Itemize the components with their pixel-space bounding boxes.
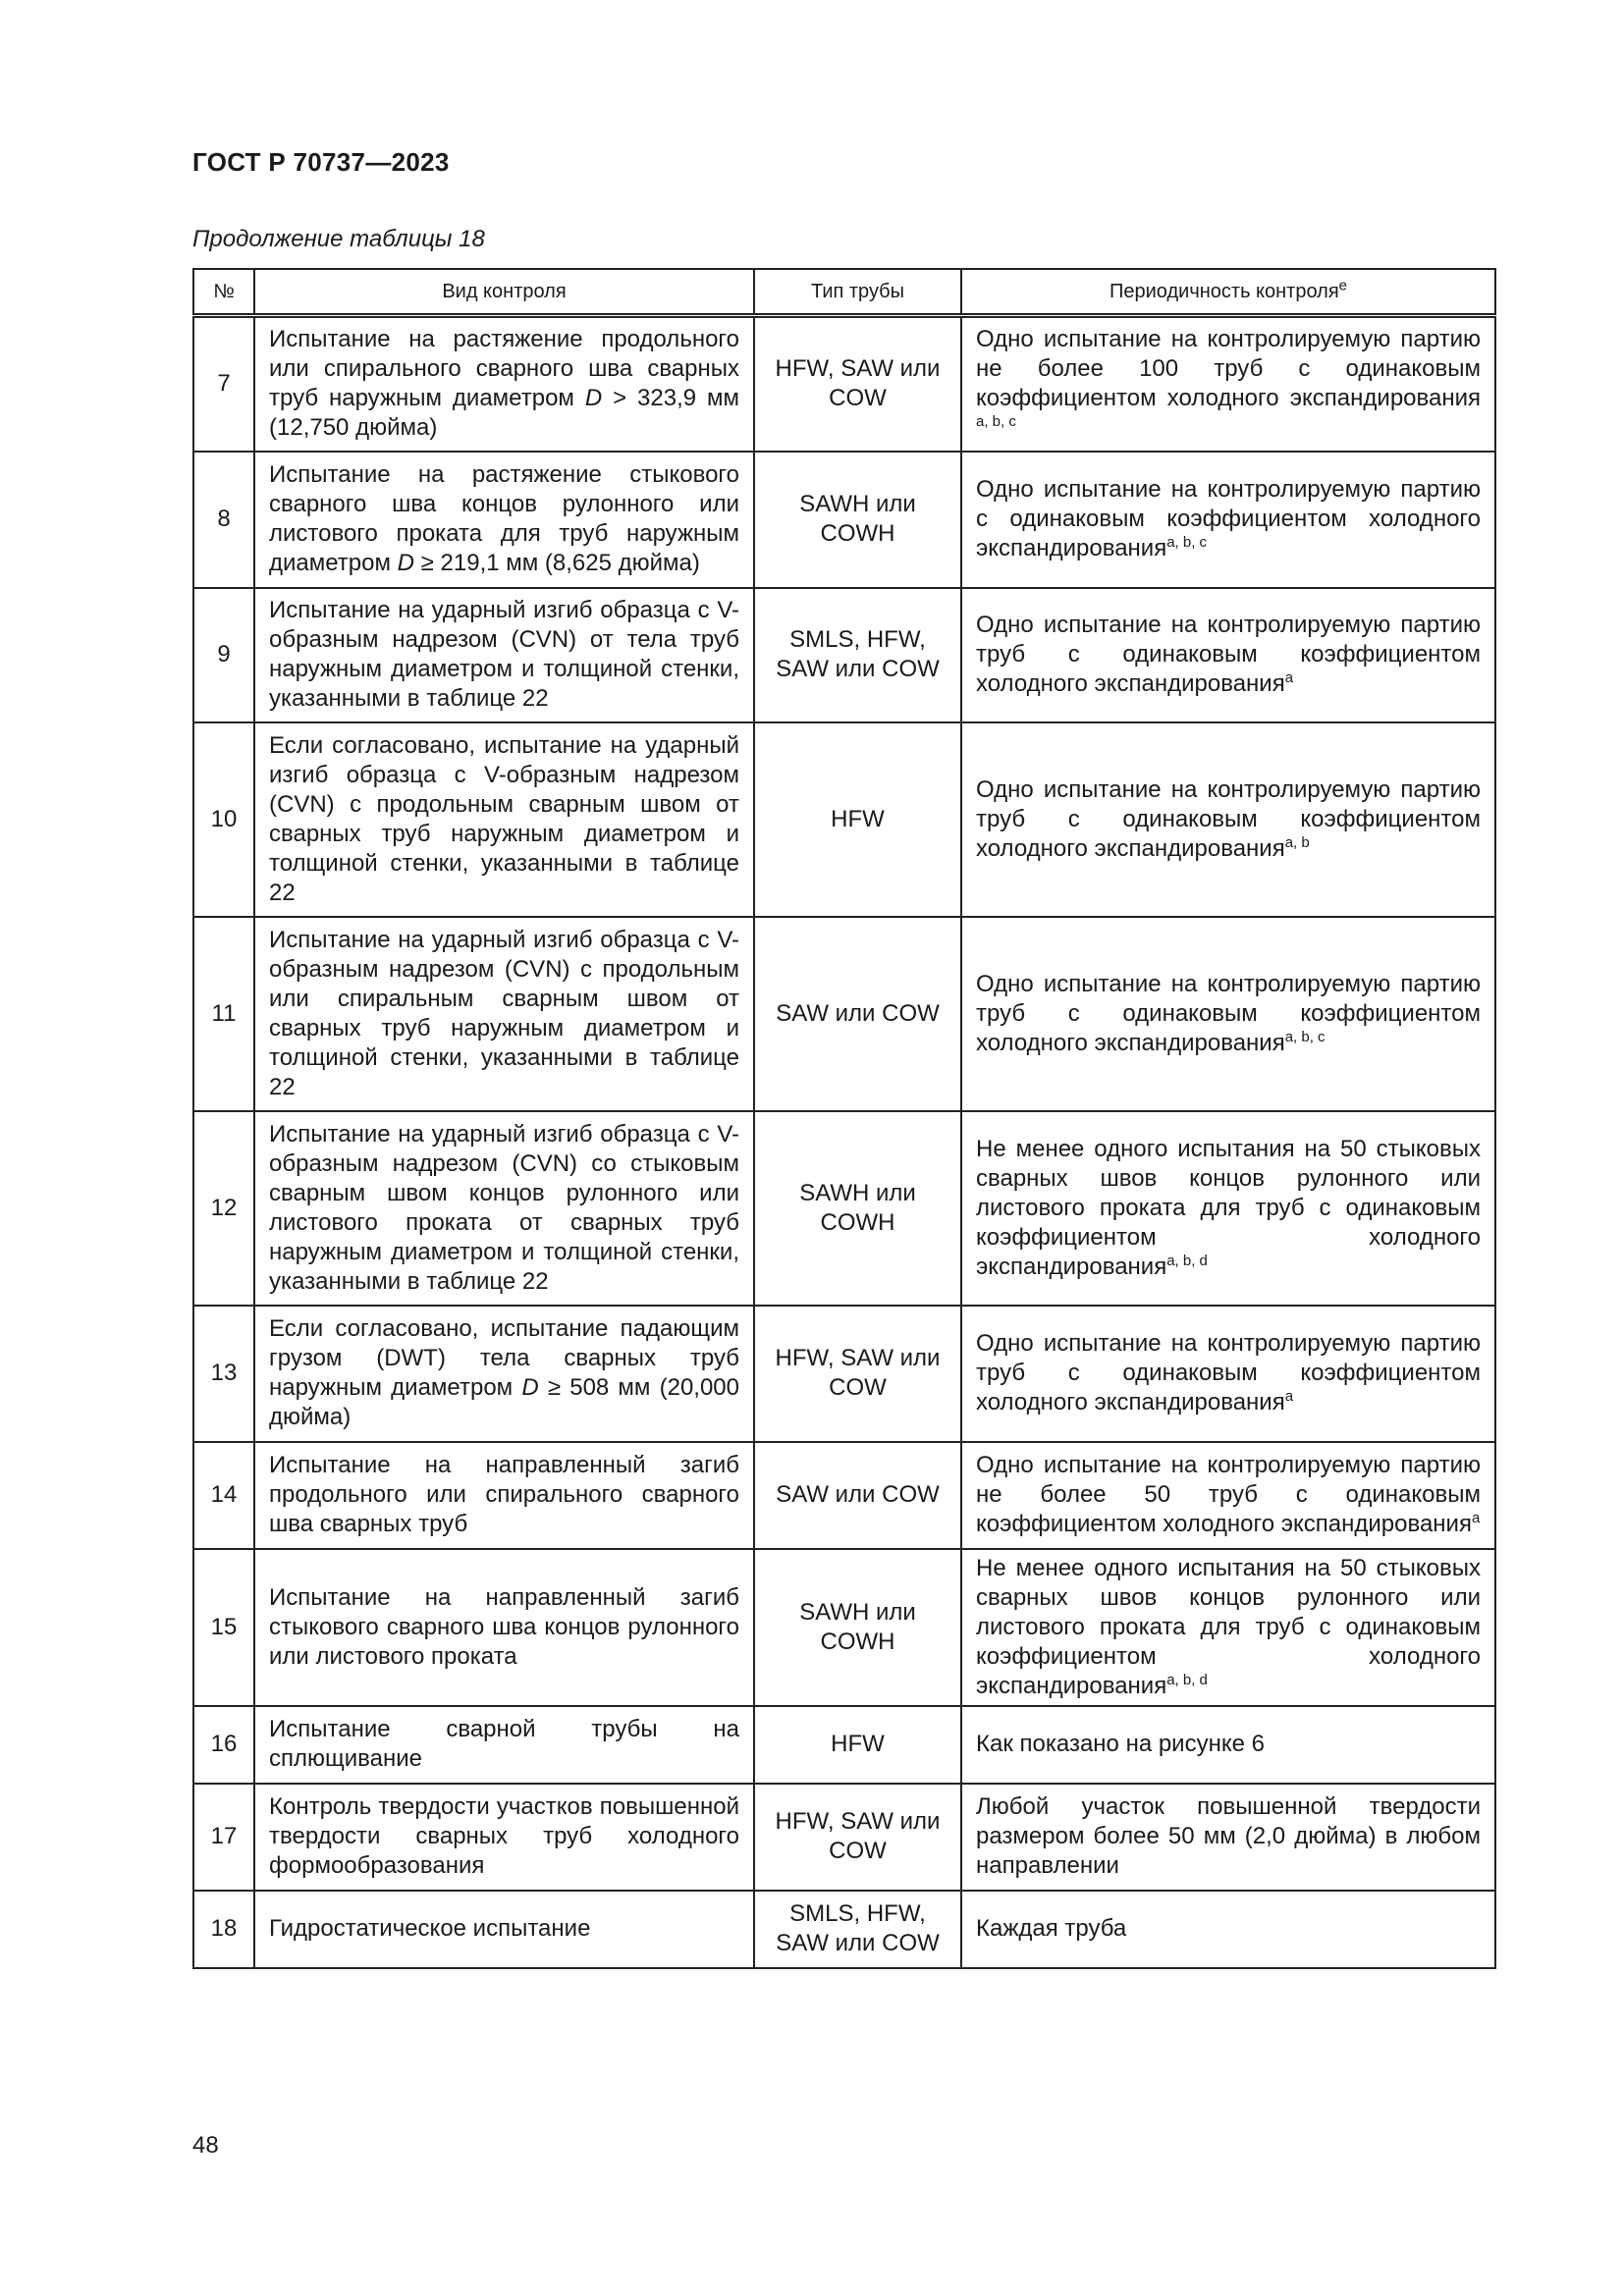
frequency-cell bbox=[961, 452, 1495, 588]
control-kind-text: Испытание на растяжение продольного или спирального сварного шва сварных труб наружным диаметром bbox=[269, 326, 739, 412]
frequency-cell bbox=[961, 917, 1495, 1111]
row-number: 10 bbox=[193, 722, 254, 917]
frequency-text: Одно испытание на контролируемую партию труб с одинаковым коэффициентом холодного экспандирования bbox=[976, 970, 1481, 1056]
footnote-reference: a bbox=[1471, 1510, 1481, 1526]
footnote-reference: a, b bbox=[1284, 833, 1310, 851]
table-row bbox=[193, 1706, 1495, 1784]
control-kind-cell bbox=[254, 722, 754, 917]
control-kind-cell bbox=[254, 1549, 754, 1706]
row-number: 13 bbox=[193, 1306, 254, 1442]
frequency-cell bbox=[961, 1891, 1495, 1968]
header-num: № bbox=[193, 269, 254, 316]
footnote-reference: a, b, c bbox=[976, 413, 1016, 431]
row-number: 11 bbox=[193, 917, 254, 1111]
control-kind-text: ≥ 508 мм (20,000 дюйма) bbox=[269, 1374, 739, 1430]
pipe-type-cell: HFW, SAW или COW bbox=[754, 316, 961, 452]
pipe-type-cell: SMLS, HFW, SAW или COW bbox=[754, 1891, 961, 1968]
pipe-type-cell: HFW bbox=[754, 722, 961, 917]
control-kind-cell bbox=[254, 452, 754, 588]
control-kind-cell bbox=[254, 1306, 754, 1442]
control-kind-cell bbox=[254, 917, 754, 1111]
control-kind-text: Испытание на направленный загиб стыкового сварного шва концов рулонного или листового проката bbox=[269, 1583, 739, 1670]
frequency-cell bbox=[961, 1706, 1495, 1784]
header-frequency bbox=[961, 269, 1495, 316]
frequency-text: Одно испытание на контролируемую партию с одинаковым коэффициентом холодного экспандирования bbox=[976, 476, 1481, 561]
page-number: 48 bbox=[192, 2132, 219, 2159]
frequency-text: Одно испытание на контролируемую партию не более 100 труб с одинаковым коэффициентом холодного экспандирования bbox=[976, 326, 1481, 412]
table-row bbox=[193, 1111, 1495, 1306]
control-table bbox=[192, 268, 1496, 1969]
control-kind-text: Испытание на ударный изгиб образца с V-образным надрезом (CVN) от тела труб наружным диаметром и толщиной стенки, указанными в таблице 22 bbox=[269, 597, 739, 712]
control-kind-text: Испытание сварной трубы на сплющивание bbox=[269, 1716, 739, 1772]
row-number: 8 bbox=[193, 452, 254, 588]
row-number: 18 bbox=[193, 1891, 254, 1968]
row-number: 12 bbox=[193, 1111, 254, 1306]
frequency-text: Одно испытание на контролируемую партию труб с одинаковым коэффициентом холодного экспандирования bbox=[976, 612, 1481, 697]
control-kind-text: > 323,9 мм (12,750 дюйма) bbox=[269, 385, 740, 442]
header-kind: Вид контроля bbox=[254, 269, 754, 316]
control-kind-text: Испытание на ударный изгиб образца с V-образным надрезом (CVN) со стыковым сварным швом концов рулонного или листового проката от сварных труб наружным диаметром и толщиной стенки, указанными в таблице 22 bbox=[269, 1120, 739, 1295]
frequency-cell bbox=[961, 1442, 1495, 1549]
control-kind-cell bbox=[254, 1784, 754, 1891]
control-kind-text: Контроль твердости участков повышенной твердости сварных труб холодного формообразования bbox=[269, 1793, 739, 1879]
table-row bbox=[193, 722, 1495, 917]
control-kind-cell bbox=[254, 588, 754, 722]
control-kind-cell bbox=[254, 1891, 754, 1968]
footnote-reference: a bbox=[1284, 669, 1294, 686]
pipe-type-cell: SMLS, HFW, SAW или COW bbox=[754, 588, 961, 722]
table-row bbox=[193, 588, 1495, 722]
row-number: 17 bbox=[193, 1784, 254, 1891]
frequency-text: Одно испытание на контролируемую партию труб с одинаковым коэффициентом холодного экспандирования bbox=[976, 1330, 1481, 1415]
row-number: 9 bbox=[193, 588, 254, 722]
table-row bbox=[193, 316, 1495, 452]
pipe-type-cell: SAWH или COWH bbox=[754, 1111, 961, 1306]
control-kind-cell bbox=[254, 316, 754, 452]
control-kind-text: Если согласовано, испытание на ударный изгиб образца с V-образным надрезом (CVN) с продольным сварным швом от сварных труб наружным диаметром и толщиной стенки, указанными в таблице 22 bbox=[269, 731, 739, 906]
table-row bbox=[193, 1442, 1495, 1549]
frequency-text: Одно испытание на контролируемую партию не более 50 труб с одинаковым коэффициентом холодного экспандирования bbox=[976, 1452, 1481, 1537]
control-kind-text: Испытание на направленный загиб продольного или спирального сварного шва сварных труб bbox=[269, 1452, 739, 1537]
table-row bbox=[193, 452, 1495, 588]
control-kind-text: Испытание на растяжение стыкового сварного шва концов рулонного или листового проката для труб наружным диаметром bbox=[269, 461, 739, 576]
table-caption: Продолжение таблицы 18 bbox=[192, 226, 485, 252]
pipe-type-cell: HFW, SAW или COW bbox=[754, 1784, 961, 1891]
header-frequency-footnote: е bbox=[1338, 277, 1347, 294]
footnote-reference: a bbox=[1284, 1388, 1294, 1405]
table-row bbox=[193, 917, 1495, 1111]
frequency-cell bbox=[961, 1306, 1495, 1442]
table-row bbox=[193, 1549, 1495, 1706]
footnote-reference: a, b, d bbox=[1166, 1252, 1208, 1269]
header-frequency-label: Периодичность контроля bbox=[1110, 281, 1339, 302]
footnote-reference: a, b, d bbox=[1166, 1671, 1208, 1688]
control-kind-text: D bbox=[584, 385, 603, 412]
frequency-text: Одно испытание на контролируемую партию труб с одинаковым коэффициентом холодного экспандирования bbox=[976, 775, 1481, 862]
control-kind-text: ≥ 219,1 мм (8,625 дюйма) bbox=[414, 550, 700, 576]
pipe-type-cell: HFW bbox=[754, 1706, 961, 1784]
frequency-text: Не менее одного испытания на 50 стыковых сварных швов концов рулонного или листового проката для труб с одинаковым коэффициентом холодного экспандирования bbox=[976, 1554, 1481, 1699]
row-number: 7 bbox=[193, 316, 254, 452]
frequency-cell bbox=[961, 588, 1495, 722]
control-kind-text: D bbox=[521, 1374, 539, 1401]
pipe-type-cell: SAWH или COWH bbox=[754, 1549, 961, 1706]
pipe-type-cell: SAW или COW bbox=[754, 917, 961, 1111]
pipe-type-cell: SAWH или COWH bbox=[754, 452, 961, 588]
document-code: ГОСТ Р 70737—2023 bbox=[192, 147, 450, 177]
footnote-reference: a, b, c bbox=[1166, 534, 1208, 551]
frequency-text: Каждая труба bbox=[976, 1915, 1127, 1942]
table-row bbox=[193, 1784, 1495, 1891]
footnote-reference: a, b, c bbox=[1284, 1028, 1326, 1045]
control-kind-text: Испытание на ударный изгиб образца с V-образным надрезом (CVN) с продольным или спиральным сварным швом от сварных труб наружным диаметром и толщиной стенки, указанными в таблице 22 bbox=[269, 926, 739, 1100]
frequency-cell bbox=[961, 1549, 1495, 1706]
row-number: 14 bbox=[193, 1442, 254, 1549]
frequency-cell bbox=[961, 1111, 1495, 1306]
control-kind-text: D bbox=[397, 550, 415, 576]
frequency-text: Как показано на рисунке 6 bbox=[976, 1731, 1265, 1757]
control-kind-cell bbox=[254, 1111, 754, 1306]
frequency-cell bbox=[961, 316, 1495, 452]
frequency-text: Любой участок повышенной твердости размером более 50 мм (2,0 дюйма) в любом направлении bbox=[976, 1793, 1481, 1879]
table-header-row bbox=[193, 269, 1495, 316]
control-kind-cell bbox=[254, 1442, 754, 1549]
control-kind-cell bbox=[254, 1706, 754, 1784]
frequency-cell bbox=[961, 1784, 1495, 1891]
table-body bbox=[193, 316, 1495, 1968]
control-kind-text: Если согласовано, испытание падающим грузом (DWT) тела сварных труб наружным диаметром bbox=[269, 1315, 739, 1401]
row-number: 16 bbox=[193, 1706, 254, 1784]
table-row bbox=[193, 1306, 1495, 1442]
header-pipe: Тип трубы bbox=[754, 269, 961, 316]
pipe-type-cell: SAW или COW bbox=[754, 1442, 961, 1549]
frequency-text: Не менее одного испытания на 50 стыковых сварных швов концов рулонного или листового проката для труб с одинаковым коэффициентом холодного экспандирования bbox=[976, 1135, 1481, 1280]
control-kind-text: Гидростатическое испытание bbox=[269, 1915, 591, 1942]
pipe-type-cell: HFW, SAW или COW bbox=[754, 1306, 961, 1442]
row-number: 15 bbox=[193, 1549, 254, 1706]
frequency-cell bbox=[961, 722, 1495, 917]
table-row bbox=[193, 1891, 1495, 1968]
